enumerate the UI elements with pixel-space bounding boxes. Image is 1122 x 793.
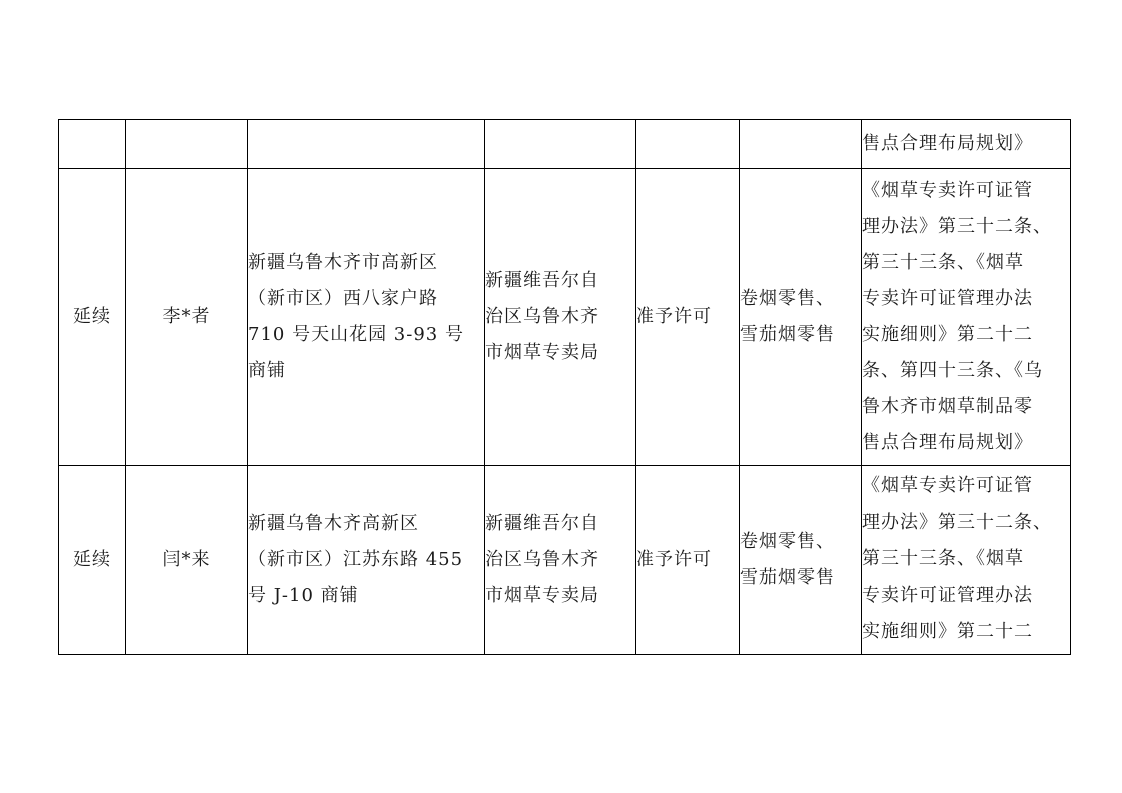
business-address-cell-line: （新市区）西八家户路: [248, 288, 438, 309]
legal-basis-cell: [862, 466, 1071, 655]
legal-basis-cell: [862, 169, 1071, 466]
license-type-cell: 延续: [59, 466, 126, 655]
applicant-name-cell: 闫*来: [126, 466, 248, 655]
licensing-authority-cell: [485, 466, 636, 655]
licensing-authority-cell: [485, 120, 636, 169]
license-table: [58, 119, 1071, 655]
table-row: [59, 466, 1071, 655]
business-address-cell-line: 商铺: [248, 360, 286, 381]
business-scope-cell-line: 卷烟零售、: [740, 531, 835, 552]
license-type-cell: [59, 120, 126, 169]
business-address-cell-line: 710 号天山花园 3-93 号: [248, 324, 464, 345]
table-row: [59, 169, 1071, 466]
decision-cell: 准予许可: [636, 169, 740, 466]
legal-basis-cell-line: 第三十三条、《烟草: [862, 548, 1024, 569]
legal-basis-cell-line: 《烟草专卖许可证管: [862, 475, 1033, 496]
legal-basis-cell-line: 售点合理布局规划》: [862, 133, 1033, 154]
legal-basis-cell-line: 专卖许可证管理办法: [862, 584, 1033, 606]
legal-basis-cell-line: 实施细则》第二十二: [862, 324, 1033, 345]
legal-basis-cell-line: 第三十三条、《烟草: [862, 252, 1024, 273]
business-address-cell: [248, 120, 485, 169]
table-row: [59, 120, 1071, 169]
legal-basis-cell-line: 理办法》第三十二条、: [862, 511, 1052, 533]
business-address-cell-line: 新疆乌鲁木齐市高新区: [248, 252, 438, 273]
legal-basis-cell-line: 理办法》第三十二条、: [862, 216, 1052, 237]
applicant-name-cell: [126, 120, 248, 169]
licensing-authority-cell-line: 市烟草专卖局: [485, 585, 599, 606]
licensing-authority-cell-line: 新疆维吾尔自: [485, 513, 599, 534]
business-address-cell: [248, 169, 485, 466]
legal-basis-cell-line: 专卖许可证管理办法: [862, 288, 1033, 309]
decision-cell: [636, 120, 740, 169]
legal-basis-cell-line: 实施细则》第二十二: [862, 621, 1033, 642]
licensing-authority-cell: [485, 169, 636, 466]
business-address-cell-line: 新疆乌鲁木齐高新区: [248, 513, 419, 534]
business-address-cell-line: （新市区）江苏东路 455: [248, 549, 464, 570]
business-scope-cell: [740, 120, 862, 169]
business-address-cell: [248, 466, 485, 655]
business-scope-cell: [740, 466, 862, 655]
legal-basis-cell-line: 售点合理布局规划》: [862, 432, 1033, 453]
decision-cell: 准予许可: [636, 466, 740, 655]
license-table-body: [59, 120, 1071, 655]
licensing-authority-cell-line: 治区乌鲁木齐: [485, 549, 599, 570]
legal-basis-cell-line: 鲁木齐市烟草制品零: [862, 396, 1033, 417]
licensing-authority-cell-line: 新疆维吾尔自: [485, 270, 599, 291]
legal-basis-cell: [862, 120, 1071, 169]
licensing-authority-cell-line: 治区乌鲁木齐: [485, 306, 599, 327]
business-scope-cell-line: 雪茄烟零售: [740, 567, 835, 588]
legal-basis-cell-line: 条、第四十三条、《乌: [862, 360, 1043, 381]
business-scope-cell-line: 雪茄烟零售: [740, 324, 835, 345]
applicant-name-cell: 李*者: [126, 169, 248, 466]
licensing-authority-cell-line: 市烟草专卖局: [485, 342, 599, 363]
business-scope-cell-line: 卷烟零售、: [740, 288, 835, 309]
license-type-cell: 延续: [59, 169, 126, 466]
business-scope-cell: [740, 169, 862, 466]
legal-basis-cell-line: 《烟草专卖许可证管: [862, 180, 1033, 201]
business-address-cell-line: 号 J-10 商铺: [248, 585, 359, 606]
